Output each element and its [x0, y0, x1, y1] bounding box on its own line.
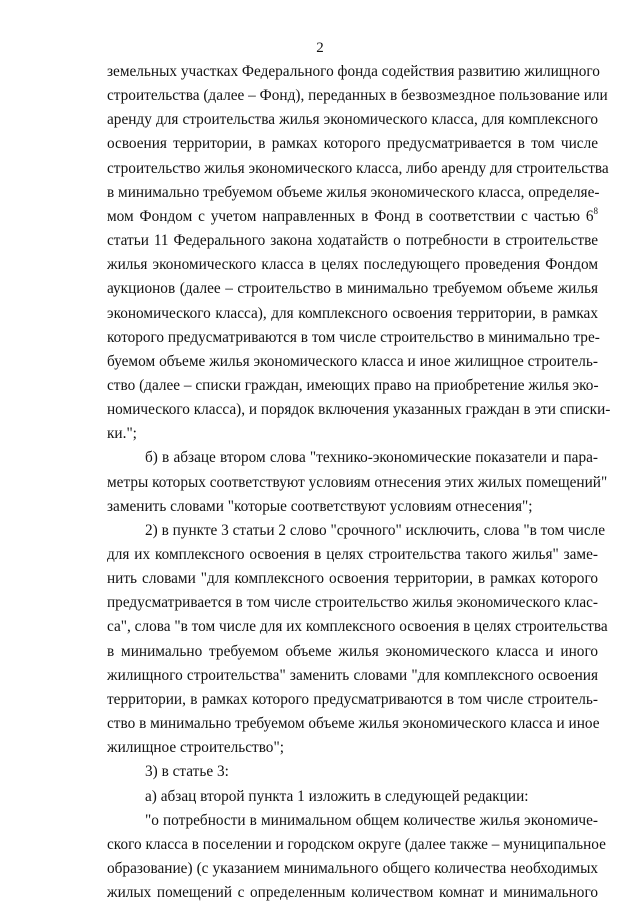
text-line: жилищного строительства" заменить словами "для комплексного освоения: [107, 666, 598, 684]
text-line: статьи 11 Федерального закона ходатайств о потребности в строительстве: [107, 232, 598, 250]
text-line: номического класса), и порядок включения указанных граждан в эти списки-: [107, 401, 611, 419]
text-line: для их комплексного освоения в целях строительства такого жилья" заме-: [107, 546, 598, 563]
text-line: жилья экономического класса в целях последующего проведения Фондом: [107, 256, 598, 274]
text-line: 2) в пункте 3 статьи 2 слово "срочного" исключить, слова "в том числе: [145, 521, 606, 539]
text-line: буемом объеме жилья экономического класса и иное жилищное строитель-: [107, 352, 598, 370]
text-line: ского класса в поселении и городском округе (далее также – муниципальное: [107, 835, 606, 853]
text-line: заменить словами "которые соответствуют условиям отнесения";: [107, 497, 533, 515]
text-line: мом Фондом с учетом направленных в Фонд в соответствии с частью $6^8$: [107, 205, 598, 225]
text-line: земельных участках Федерального фонда содействия развитию жилищного: [107, 63, 600, 80]
text-line: в минимально требуемом объеме жилья экономического класса, определяе-: [107, 183, 600, 201]
text-line: жилых помещений с определенным количеством комнат и минимального: [107, 884, 598, 902]
text-line: территории, в рамках которого предусматриваются в том числе строитель-: [107, 690, 598, 708]
text-line: предусматривается в том числе строительство жилья экономического клас-: [107, 594, 598, 612]
text-line: б) в абзаце втором слова "технико-экономические показатели и пара-: [145, 449, 598, 467]
page-number: 2: [316, 40, 324, 56]
text-line: "о потребности в минимальном общем количестве жилья экономиче-: [145, 811, 598, 829]
text-line: строительства (далее – Фонд), переданных в безвозмездное пользование или: [107, 87, 608, 105]
text-line: метры которых соответствуют условиям отнесения этих жилых помещений": [107, 473, 608, 491]
text-line: экономического класса), для комплексного освоения территории, в рамках: [107, 304, 598, 322]
text-line: ки.";: [107, 425, 137, 443]
text-line: образование) (с указанием минимального общего количества необходимых: [107, 859, 598, 877]
text-line: аренду для строительства жилья экономического класса, для комплексного: [107, 111, 598, 129]
text-line: ство (далее – списки граждан, имеющих право на приобретение жилья эко-: [107, 376, 599, 394]
text-line: ство в минимально требуемом объеме жилья экономического класса и иное: [107, 715, 600, 733]
text-line: а) абзац второй пункта 1 изложить в следующей редакции:: [145, 787, 529, 805]
text-line: строительство жилья экономического класса, либо аренду для строительства: [107, 159, 609, 177]
superscript: 8: [593, 205, 598, 216]
text-line: 3) в статье 3:: [145, 763, 229, 781]
text-line: аукционов (далее – строительство в минимально требуемом объеме жилья: [107, 280, 598, 298]
text-line: жилищное строительство";: [107, 739, 284, 757]
text-line: нить словами "для комплексного освоения территории, в рамках которого: [107, 570, 598, 588]
text-line: которого предусматриваются в том числе строительство в минимально тре-: [107, 328, 600, 346]
text-line: са", слова "в том числе для их комплексного освоения в целях строительства: [107, 618, 608, 636]
text-line: освоения территории, в рамках которого предусматривается в том числе: [107, 135, 598, 153]
text-line: в минимально требуемом объеме жилья экономического класса и иного: [107, 642, 598, 660]
